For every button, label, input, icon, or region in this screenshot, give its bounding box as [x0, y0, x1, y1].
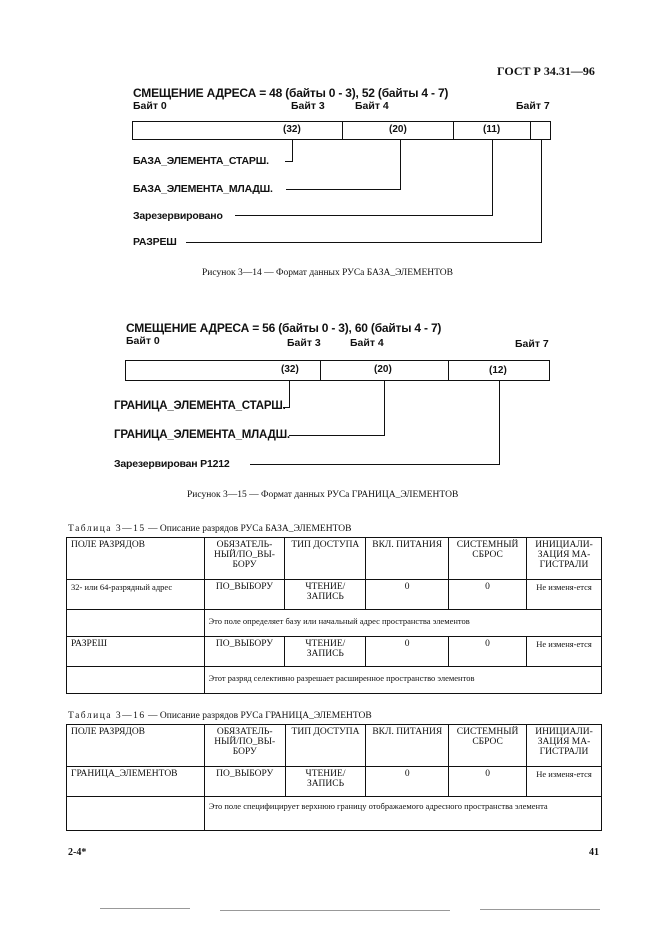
column-header: ТИП ДОСТУПА [285, 725, 366, 767]
field-label: РАЗРЕШ [133, 236, 177, 248]
byte-label: Байт 0 [126, 335, 160, 347]
table-number: Таблица 3—16 [68, 711, 146, 721]
field-divider [530, 121, 531, 140]
table-cell: 0 [366, 767, 449, 797]
byte-label: Байт 7 [515, 338, 549, 350]
field-label: БАЗА_ЭЛЕМЕНТА_МЛАДШ. [133, 183, 273, 195]
figure-caption: Рисунок 3—15 — Формат данных РУСа ГРАНИЦА_ЭЛЕМЕНТОВ [187, 490, 459, 500]
column-header: ВКЛ. ПИТАНИЯ [366, 725, 449, 767]
table-number: Таблица 3—15 [68, 524, 146, 534]
table-cell: 0 [449, 767, 527, 797]
column-header: ИНИЦИАЛИ-ЗАЦИЯ МА-ГИСТРАЛИ [527, 538, 602, 580]
table-cell: 0 [366, 580, 449, 610]
field-width: (12) [489, 365, 507, 376]
field-width: (11) [483, 124, 501, 135]
column-header: ВКЛ. ПИТАНИЯ [366, 538, 449, 580]
field-width: (20) [389, 124, 407, 135]
scan-mark [480, 909, 600, 910]
field-width: (32) [283, 124, 301, 135]
leader-line [289, 435, 385, 436]
footer-left-mark: 2-4* [68, 847, 87, 858]
leader-line [541, 140, 542, 243]
table-cell: Не изменя-ется [527, 767, 602, 797]
field-width: (32) [281, 364, 299, 375]
field-width: (20) [374, 364, 392, 375]
field-divider [342, 121, 343, 140]
table-note: Это поле специфицирует верхнюю границу отображаемого адресного пространства элемента [204, 797, 601, 831]
field-label: ГРАНИЦА_ЭЛЕМЕНТА_МЛАДШ. [114, 429, 290, 441]
column-header: СИСТЕМНЫЙ СБРОС [449, 725, 527, 767]
byte-label: Байт 3 [287, 337, 321, 349]
table-cell-empty [67, 610, 205, 637]
column-header: ОБЯЗАТЕЛЬ-НЫЙ/ПО_ВЫ-БОРУ [204, 538, 285, 580]
document-id: ГОСТ Р 34.31—96 [497, 64, 595, 78]
table-title: — Описание разрядов РУСа БАЗА_ЭЛЕМЕНТОВ [145, 524, 352, 534]
figure-title: СМЕЩЕНИЕ АДРЕСА = 48 (байты 0 - 3), 52 (байты 4 - 7) [133, 86, 449, 100]
leader-line [499, 381, 500, 465]
figure-title: СМЕЩЕНИЕ АДРЕСА = 56 (байты 0 - 3), 60 (байты 4 - 7) [126, 321, 442, 335]
table-header-row [67, 538, 602, 580]
scan-mark [220, 910, 450, 911]
leader-line [400, 140, 401, 190]
leader-line [285, 161, 293, 162]
table-cell-empty [67, 667, 205, 694]
field-label: Зарезервировано [133, 210, 223, 222]
column-header: ПОЛЕ РАЗРЯДОВ [67, 725, 205, 767]
table-header-row [67, 725, 602, 767]
table-cell-empty [67, 797, 205, 831]
field-divider [320, 360, 321, 381]
table-cell: 32- или 64-разрядный адрес [67, 580, 205, 610]
table-3-15 [66, 537, 602, 694]
table-cell: Не изменя-ется [527, 637, 602, 667]
table-row [67, 580, 602, 610]
field-label: ГРАНИЦА_ЭЛЕМЕНТА_СТАРШ. [114, 400, 286, 412]
leader-line [492, 140, 493, 216]
field-label: БАЗА_ЭЛЕМЕНТА_СТАРШ. [133, 155, 269, 167]
field-label: Зарезервирован Р1212 [114, 458, 230, 470]
table-caption [68, 524, 351, 534]
table-cell: 0 [366, 637, 449, 667]
table-cell: ЧТЕНИЕ/ ЗАПИСЬ [285, 637, 366, 667]
table-note: Это поле определяет базу или начальный адрес пространства элементов [204, 610, 602, 637]
leader-line [186, 242, 542, 243]
table-cell: Не изменя-ется [527, 580, 602, 610]
table-cell: РАЗРЕШ [67, 637, 205, 667]
figure-caption: Рисунок 3—14 — Формат данных РУСа БАЗА_ЭЛЕМЕНТОВ [202, 268, 453, 278]
field-divider [448, 360, 449, 381]
table-caption [68, 711, 372, 721]
column-header: ТИП ДОСТУПА [285, 538, 366, 580]
leader-line [235, 215, 493, 216]
table-note-row [67, 797, 602, 831]
byte-label: Байт 4 [350, 337, 384, 349]
byte-label: Байт 7 [516, 100, 550, 112]
table-row [67, 767, 602, 797]
leader-line [286, 189, 401, 190]
table-cell: ПО_ВЫБОРУ [204, 580, 285, 610]
table-3-16 [66, 724, 602, 831]
table-cell: ПО_ВЫБОРУ [204, 637, 285, 667]
table-note-row [67, 667, 602, 694]
table-note: Этот разряд селективно разрешает расширенное пространство элементов [204, 667, 602, 694]
table-cell: ГРАНИЦА_ЭЛЕМЕНТОВ [67, 767, 205, 797]
scan-mark [100, 908, 190, 909]
table-cell: 0 [449, 637, 527, 667]
table-cell: ПО_ВЫБОРУ [204, 767, 285, 797]
leader-line [384, 381, 385, 436]
field-divider [453, 121, 454, 140]
table-note-row [67, 610, 602, 637]
table-cell: ЧТЕНИЕ/ ЗАПИСЬ [285, 580, 366, 610]
column-header: ОБЯЗАТЕЛЬ-НЫЙ/ПО_ВЫ-БОРУ [204, 725, 285, 767]
page-number: 41 [589, 847, 599, 858]
leader-line [289, 381, 290, 408]
table-row [67, 637, 602, 667]
byte-label: Байт 0 [133, 100, 167, 112]
register-frame [125, 360, 550, 381]
table-cell: ЧТЕНИЕ/ ЗАПИСЬ [285, 767, 366, 797]
column-header: ПОЛЕ РАЗРЯДОВ [67, 538, 205, 580]
table-title: — Описание разрядов РУСа ГРАНИЦА_ЭЛЕМЕНТОВ [145, 711, 372, 721]
leader-line [292, 140, 293, 162]
column-header: СИСТЕМНЫЙ СБРОС [449, 538, 527, 580]
byte-label: Байт 3 [291, 100, 325, 112]
leader-line [250, 464, 500, 465]
column-header: ИНИЦИАЛИ-ЗАЦИЯ МА-ГИСТРАЛИ [527, 725, 602, 767]
table-cell: 0 [449, 580, 527, 610]
byte-label: Байт 4 [355, 100, 389, 112]
